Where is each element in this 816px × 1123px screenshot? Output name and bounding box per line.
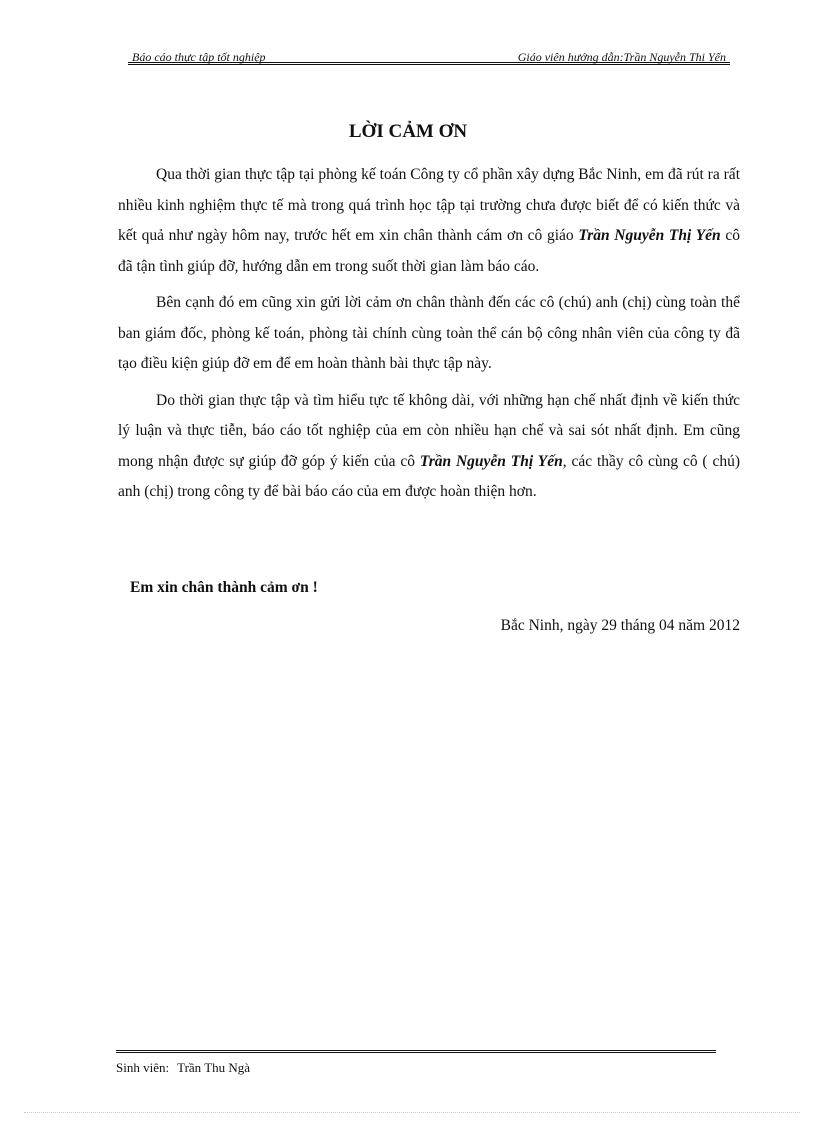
paragraph-3 [118, 386, 740, 508]
header-divider [128, 62, 730, 65]
paragraph-3-text-start: Do thời gian thực tập và tìm hiểu tực tế không dài, với những hạn chế nhất định về kiến thức lý luận và thực tiễn, báo cáo tốt nghiệp của em còn nhiều hạn chế và sai sót nhất định. Em cũng mong nhận được sự giúp đỡ góp ý kiến của cô [118, 391, 740, 470]
closing-line: Em xin chân thành cảm ơn ! [130, 579, 318, 596]
supervisor-name: Trần Nguyễn Thị Yến [419, 452, 563, 470]
date-line: Bắc Ninh, ngày 29 tháng 04 năm 2012 [500, 617, 740, 634]
student-name: Trần Thu Ngà [177, 1060, 251, 1075]
paragraph-3-text-end: , các thầy cô cùng cô ( chú) anh (chị) trong công ty để bài báo cáo của em được hoàn thiện hơn. [118, 452, 740, 500]
paragraph-2: Bên cạnh đó em cũng xin gửi lời cảm ơn chân thành đến các cô (chú) anh (chị) cùng toàn thể ban giám đốc, phòng kế toán, phòng tài chính cùng toàn thể cán bộ công nhân viên của công ty đã tạo điều kiện giúp đỡ em để em hoàn thành bài thực tập này. [118, 294, 740, 372]
supervisor-name: Trần Nguyễn Thị Yến [578, 227, 721, 244]
page-footer [116, 1060, 250, 1076]
paragraph-1-text-end: cô đã tận tình giúp đỡ, hướng dẫn em trong suốt thời gian làm báo cáo. [118, 227, 740, 275]
document-body [118, 160, 740, 514]
paragraph-1 [118, 160, 740, 282]
page-bottom-edge [24, 1112, 800, 1113]
header-report-title: Báo cáo thực tập tốt nghiệp [132, 50, 266, 64]
paragraph-1-text-start: Qua thời gian thực tập tại phòng kế toán Công ty cổ phần xây dựng Bắc Ninh, em đã rút ra rất nhiều kinh nghiệm thực tế mà trong quá trình học tập tại trường chưa được biết để có kiến thức và kết quả như ngày hôm nay, trước hết em xin chân thành cám ơn cô giáo [118, 166, 740, 244]
footer-label: Sinh viên: [116, 1060, 170, 1075]
page-title: LỜI CẢM ƠN [348, 121, 468, 142]
footer-divider [116, 1050, 716, 1053]
header-supervisor: Giáo viên hướng dẫn:Trần Nguyễn Thị Yến [517, 50, 726, 64]
